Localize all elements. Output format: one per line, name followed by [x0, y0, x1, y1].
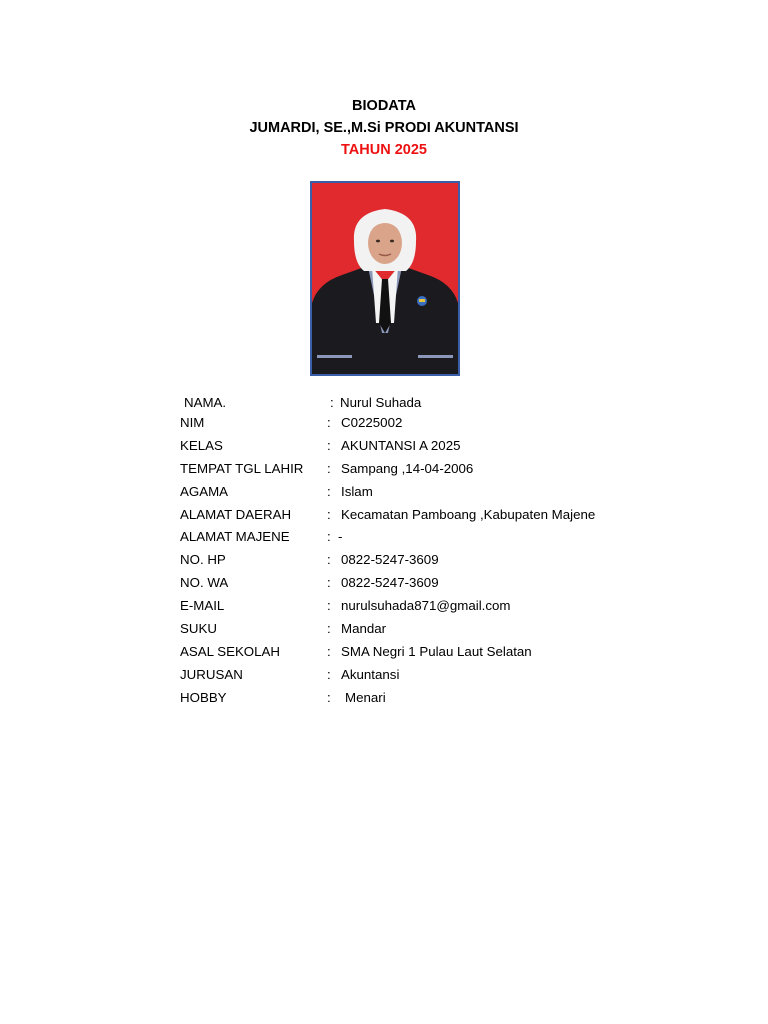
field-separator: :	[327, 506, 331, 522]
field-value: nurulsuhada871@gmail.com	[341, 598, 511, 614]
biodata-row-agama	[180, 481, 740, 504]
field-label: ASAL SEKOLAH	[180, 643, 281, 659]
field-label: AGAMA	[180, 483, 229, 499]
field-value: C0225002	[341, 415, 403, 430]
field-separator: :	[330, 395, 334, 410]
biodata-row-jurusan	[180, 664, 740, 687]
field-separator: :	[327, 460, 331, 476]
field-separator: :	[327, 621, 331, 637]
biodata-row-tempat-tgl-lahir	[180, 458, 740, 481]
profile-photo	[310, 181, 460, 376]
field-label: NAMA.	[184, 395, 227, 410]
field-separator: :	[327, 552, 331, 568]
field-value: Akuntansi	[341, 666, 400, 682]
field-value: SMA Negri 1 Pulau Laut Selatan	[341, 643, 532, 659]
document-title: BIODATA	[352, 98, 416, 114]
field-value: Mandar	[341, 621, 387, 637]
biodata-row-nama	[180, 394, 740, 412]
field-value: Islam	[341, 483, 373, 499]
field-label: SUKU	[180, 621, 217, 637]
field-separator: :	[327, 598, 331, 614]
field-separator: :	[327, 643, 331, 659]
profile-photo-illustration	[312, 183, 458, 374]
field-separator: :	[327, 483, 331, 499]
biodata-row-kelas	[180, 435, 740, 458]
field-label: JURUSAN	[180, 666, 243, 682]
field-label: ALAMAT DAERAH	[180, 506, 292, 522]
biodata-row-nim	[180, 412, 740, 435]
biodata-row-email	[180, 595, 740, 618]
field-value: Menari	[345, 689, 386, 705]
field-label: TEMPAT TGL LAHIR	[180, 460, 304, 476]
field-value: AKUNTANSI A 2025	[341, 437, 461, 453]
biodata-row-hobby	[180, 687, 740, 710]
document-header	[0, 95, 768, 161]
document-year: TAHUN 2025	[341, 142, 427, 158]
biodata-row-alamat-majene	[180, 526, 740, 549]
field-label: HOBBY	[180, 689, 227, 705]
field-label: ALAMAT MAJENE	[180, 529, 290, 545]
document-subtitle: JUMARDI, SE.,M.Si PRODI AKUNTANSI	[249, 120, 519, 136]
biodata-row-no-wa	[180, 572, 740, 595]
field-label: NO. WA	[180, 575, 229, 591]
field-label: NIM	[180, 415, 205, 430]
biodata-row-no-hp	[180, 549, 740, 572]
field-separator: :	[327, 415, 331, 430]
biodata-list	[180, 394, 740, 710]
field-value: 0822-5247-3609	[341, 552, 439, 568]
field-separator: :	[327, 529, 331, 545]
field-value: Sampang ,14-04-2006	[341, 460, 474, 476]
field-separator: :	[327, 689, 331, 705]
field-value: -	[338, 529, 343, 545]
biodata-row-suku	[180, 618, 740, 641]
field-value: Nurul Suhada	[340, 395, 422, 410]
biodata-row-asal-sekolah	[180, 641, 740, 664]
field-label: E-MAIL	[180, 598, 225, 614]
biodata-row-alamat-daerah	[180, 504, 740, 527]
field-separator: :	[327, 575, 331, 591]
field-value: 0822-5247-3609	[341, 575, 439, 591]
field-label: KELAS	[180, 437, 223, 453]
field-label: NO. HP	[180, 552, 226, 568]
field-value: Kecamatan Pamboang ,Kabupaten Majene	[341, 506, 596, 522]
field-separator: :	[327, 666, 331, 682]
field-separator: :	[327, 437, 331, 453]
